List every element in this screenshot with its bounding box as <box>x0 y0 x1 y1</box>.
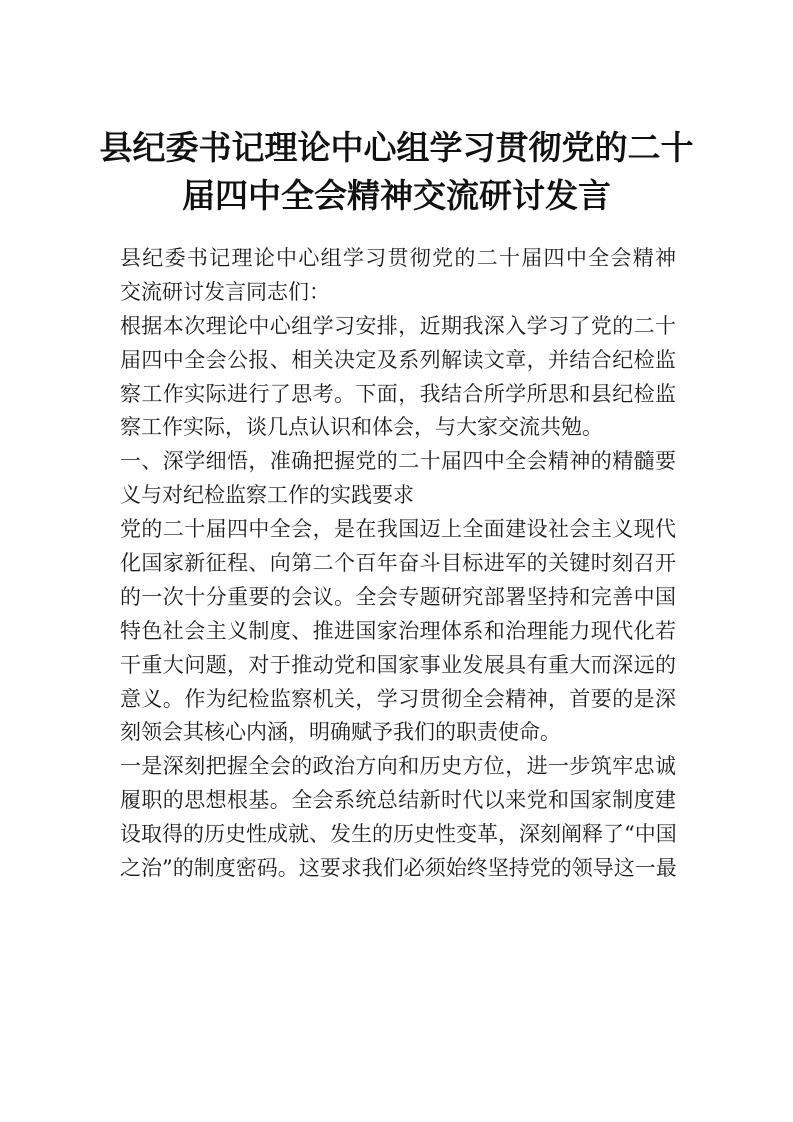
text-line: 化国家新征程、向第二个百年奋斗目标进军的关键时刻召开 <box>120 551 676 576</box>
text-line: 义与对纪检监察工作的实践要求 <box>120 483 414 508</box>
text-line: 交流研讨发言同志们： <box>120 279 330 304</box>
paragraph-intro <box>120 310 676 446</box>
title-line: 届四中全会精神交流研讨发言 <box>182 176 611 215</box>
document-body <box>120 242 676 886</box>
paragraph-greeting <box>120 242 676 310</box>
text-line: 届四中全会公报、相关决定及系列解读文章，并结合纪检监 <box>120 347 676 372</box>
text-line: 刻领会其核心内涵，明确赋予我们的职责使命。 <box>120 720 561 745</box>
text-line: 根据本次理论中心组学习安排，近期我深入学习了党的二十 <box>120 313 676 338</box>
text-line: 一、深学细悟，准确把握党的二十届四中全会精神的精髓要 <box>120 449 676 474</box>
text-line: 察工作实际，谈几点认识和体会，与大家交流共勉。 <box>120 415 603 440</box>
text-line: 之治”的制度密码。这要求我们必须始终坚持党的领导这一最 <box>120 856 677 881</box>
text-line: 设取得的历史性成就、发生的历史性变革，深刻阐释了“中国 <box>120 822 677 847</box>
section-heading <box>120 445 676 513</box>
paragraph-point-one <box>120 750 676 886</box>
text-line: 的一次十分重要的会议。全会专题研究部署坚持和完善中国 <box>120 584 676 609</box>
text-line: 干重大问题，对于推动党和国家事业发展具有重大而深远的 <box>120 652 676 677</box>
text-line: 县纪委书记理论中心组学习贯彻党的二十届四中全会精神 <box>120 246 676 270</box>
text-line: 意义。作为纪检监察机关，学习贯彻全会精神，首要的是深 <box>120 686 676 711</box>
text-line: 察工作实际进行了思考。下面，我结合所学所思和县纪检监 <box>120 381 676 406</box>
text-line: 履职的思想根基。全会系统总结新时代以来党和国家制度建 <box>120 788 676 813</box>
paragraph-plenum <box>120 513 676 750</box>
text-line: 一是深刻把握全会的政治方向和历史方位，进一步筑牢忠诚 <box>120 754 676 779</box>
document-title <box>0 124 793 220</box>
title-line: 县纪委书记理论中心组学习贯彻党的二十 <box>99 128 694 167</box>
text-line: 党的二十届四中全会，是在我国迈上全面建设社会主义现代 <box>120 517 676 542</box>
text-line: 特色社会主义制度、推进国家治理体系和治理能力现代化若 <box>120 618 676 643</box>
